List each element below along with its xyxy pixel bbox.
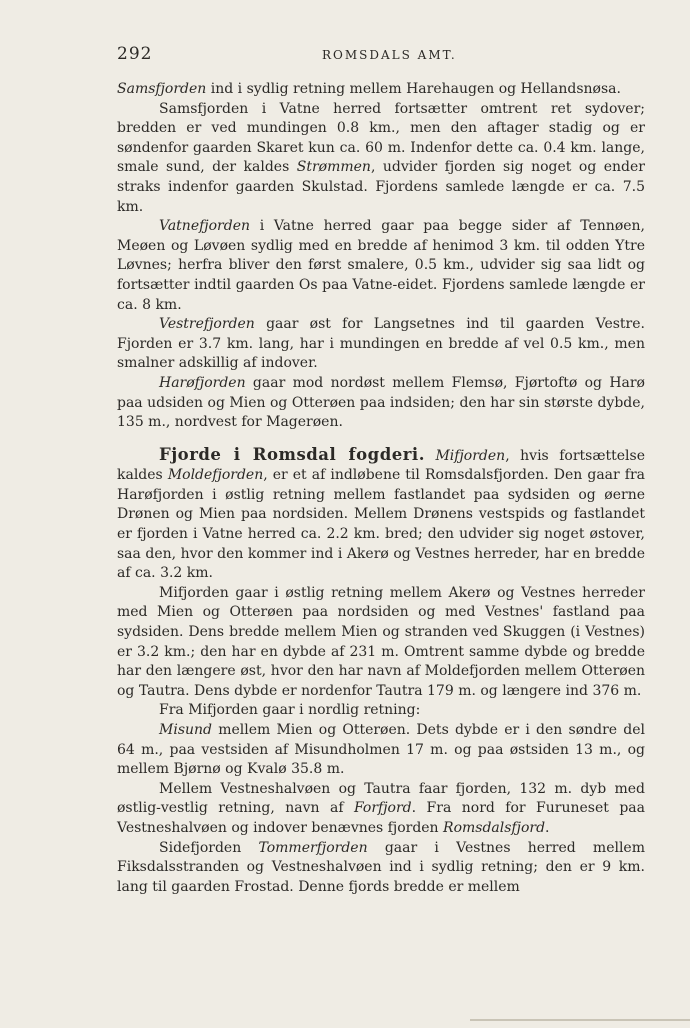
text-run: . Fra nord for Furuneset paa Vestneshalvøen og indover benævnes fjorden <box>117 800 645 836</box>
italic-term: Mifjorden <box>435 447 506 464</box>
italic-term: Strømmen <box>296 159 371 176</box>
paragraph-p2 <box>117 100 645 218</box>
page-number: 292 <box>117 44 153 64</box>
page-header <box>117 44 645 66</box>
paragraph-p4 <box>117 315 645 374</box>
paragraph-p10 <box>117 780 645 839</box>
paragraph-p6 <box>117 445 645 584</box>
italic-term: Misund <box>159 722 212 738</box>
text-run: Sidefjorden <box>159 839 259 856</box>
italic-term: Moldefjorden <box>167 467 264 484</box>
page-edge-rule <box>470 1019 690 1021</box>
italic-term: Vestrefjorden <box>159 316 255 333</box>
text-run: Mellem Vestneshalvøen og Tautra faar fjorden, 132 m. dyb med østlig-vestlig retning, navn af <box>117 780 645 817</box>
italic-term: Vatnefjorden <box>159 218 251 235</box>
text-run: Samsfjorden i Vatne herred fortsætter omtrent ret sydover; bredden er ved mundingen 0.8 km., men den aftager stadig og er søndenfor gaarden Skaret kun ca. 60 m. Indenfor dette ca. 0.4 km. lange, smale sund, der kaldes <box>117 100 645 176</box>
italic-term: Romsdalsfjord <box>443 819 546 836</box>
text-run: gaar mod nordøst mellem Flemsø, Fjørtoftø og Harø paa udsiden og Mien og Otterøen paa indsiden; den har sin største dybde, 135 m., nordvest for Magerøen. <box>117 374 645 431</box>
paragraph-p11 <box>117 839 645 898</box>
text-run <box>425 448 436 464</box>
text-run: i Vatne herred gaar paa begge sider af Tennøen, Meøen og Løvøen sydlig med en bredde af henimod 3 km. til odden Ytre Løvnes; herfra bliver den først smalere, 0.5 km., udvider sig saa lidt og fortsætter indtil gaarden Os paa Vatne-eidet. Fjordens samlede længde er ca. 8 km. <box>117 218 645 313</box>
text-run: , hvis fortsættelse kaldes <box>117 447 645 484</box>
text-run: . <box>545 819 550 836</box>
text-run: mellem Mien og Otterøen. Dets dybde er i den søndre del 64 m., paa vestsiden af Misundholmen 17 m. og paa østsiden 13 m., og mellem Bjørnø og Kvalø 35.8 m. <box>117 722 645 778</box>
text-run: , er et af indløbene til Romsdalsfjorden. Den gaar fra Harøfjorden i østlig retning mellem fastlandet paa sydsiden og øerne Drønen og Mien paa nordsiden. Mellem Drønens vestspids og fastlandet er fjorden i Vatne herred ca. 2.2 km. bred; den udvider sig noget østover, saa den, hvor den kommer ind i Akerø og Vestnes herreder, har en bredde af ca. 3.2 km. <box>117 467 645 582</box>
section-heading: Fjorde i Romsdal fogderi. <box>159 444 425 464</box>
text-run: gaar øst for Langsetnes ind til gaarden Vestre. Fjorden er 3.7 km. lang, har i mundingen en bredde af vel 0.5 km., men smalner adskillig af indover. <box>117 316 645 372</box>
italic-term: Samsfjorden <box>117 81 207 97</box>
italic-term: Forfjord <box>353 800 412 817</box>
body-text <box>117 80 645 897</box>
paragraph-p7 <box>117 584 645 702</box>
text-run: ind i sydlig retning mellem Harehaugen og Hellandsnøsa. <box>206 81 621 97</box>
text-run: Fra Mifjorden gaar i nordlig retning: <box>159 702 421 719</box>
paragraph-p3 <box>117 217 645 315</box>
paragraph-p1 <box>117 80 645 100</box>
text-run: , udvider fjorden sig noget og ender straks indenfor gaarden Skulstad. Fjordens samlede længde er ca. 7.5 km. <box>117 159 645 215</box>
text-run: Mifjorden gaar i østlig retning mellem Akerø og Vestnes herreder med Mien og Otterøen paa nordsiden og med Vestnes' fastland paa sydsiden. Dens bredde mellem Mien og stranden ved Skuggen (i Vestnes) er 3.2 km.; den har en dybde af 231 m. Omtrent samme dybde og bredde har den længere øst, hvor den har navn af Moldefjorden mellem Otterøen og Tautra. Dens dybde er nordenfor Tautra 179 m. og længere ind 376 m. <box>117 584 645 699</box>
paragraph-p5 <box>117 374 645 433</box>
running-head: ROMSDALS AMT. <box>322 48 457 62</box>
text-run: gaar i Vestnes herred mellem Fiksdalsstranden og Vestneshalvøen ind i sydlig retning; den er 9 km. lang til gaarden Frostad. Denne fjords bredde er mellem <box>117 839 645 895</box>
italic-term: Harøfjorden <box>159 374 246 391</box>
paragraph-p8 <box>117 701 645 721</box>
italic-term: Tommerfjorden <box>258 839 368 856</box>
paragraph-p9 <box>117 721 645 780</box>
